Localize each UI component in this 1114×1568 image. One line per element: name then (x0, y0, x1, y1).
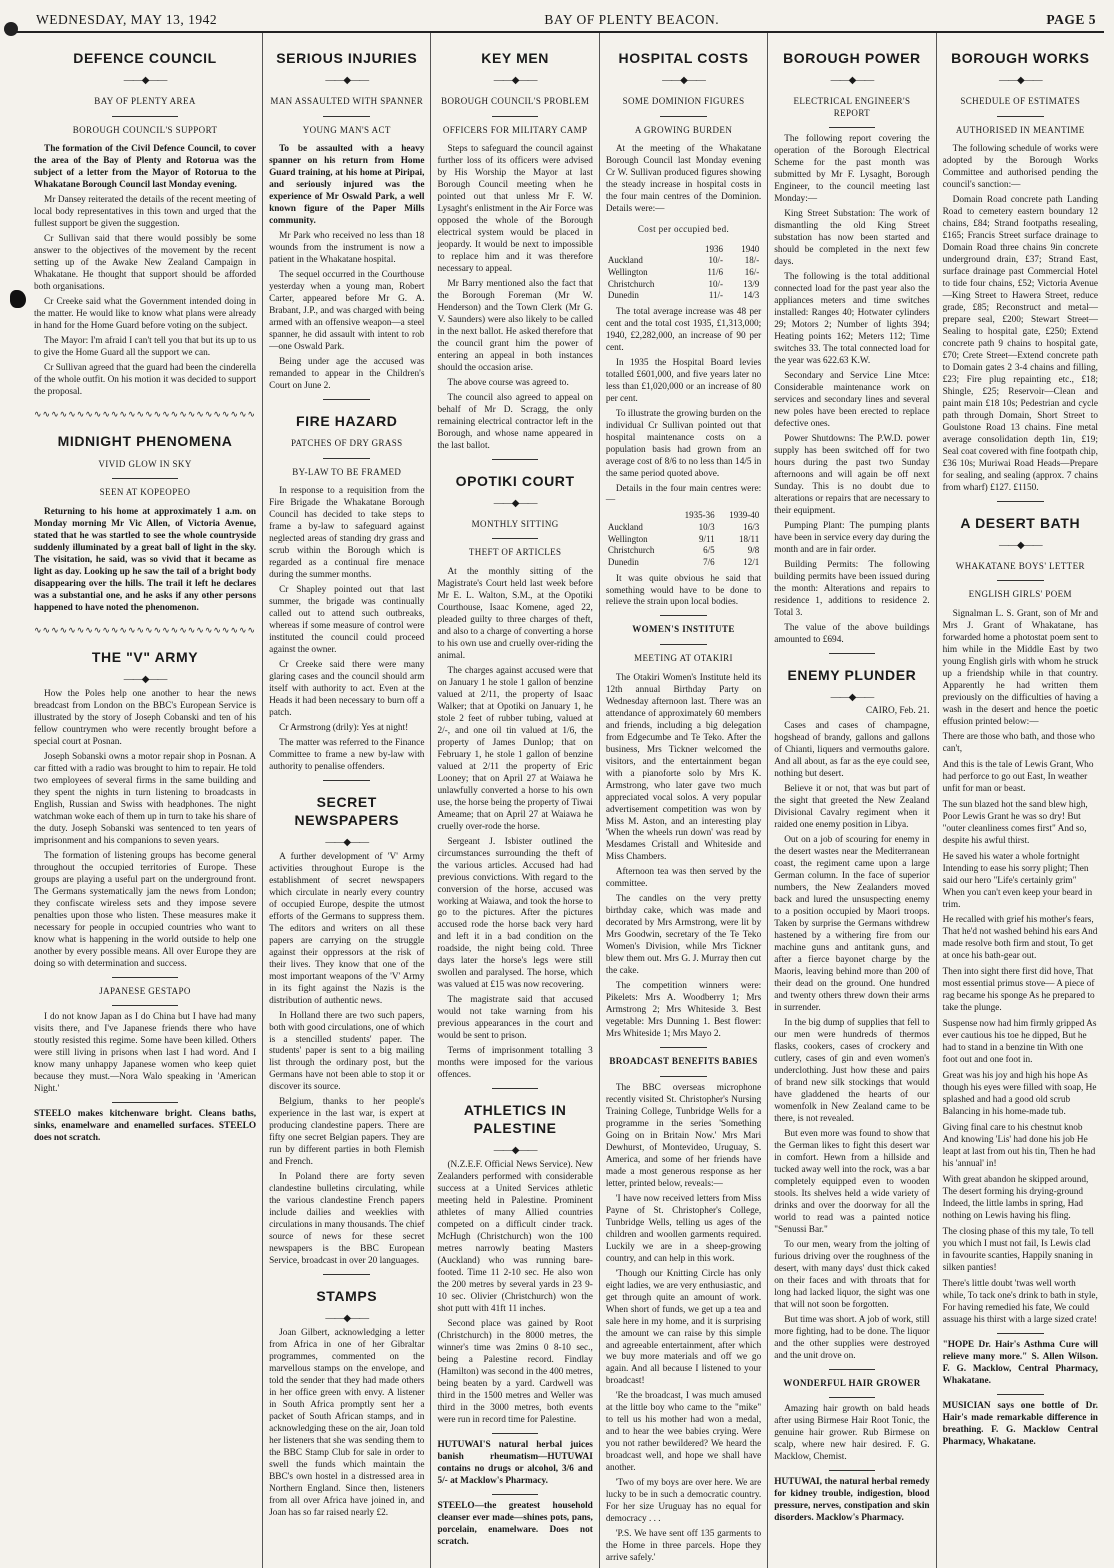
headline-wonderful-hair-grower: WONDERFUL HAIR GROWER (783, 1377, 921, 1388)
paragraph: The competition winners were: Pikelets: Mrs A. Woodberry 1; Mrs Armstrong 2; Mrs Whiteside 3. Best vegetable: Mrs Dunning 1. Best flower: Mrs Whiteside 1; Mrs Mayo 2. (605, 981, 762, 1040)
poem-stanza: And this is the tale of Lewis Grant, Who had perforce to go out East, In weather unfit for man or beast. (942, 759, 1094, 794)
headline-japanese-gestapo: JAPANESE GESTAPO (99, 985, 191, 996)
paragraph: The charges against accused were that on January 1 he stole 1 gallon of benzine valued at 2/11, the property of Isaac Walker; that at Opotiki on January 1, he stole 2 feet of rubber tubing, valued at 2/-, and one oil tin valued at 1/6, the property of James Dunlop; that on February 1, he stole 1 gallon of benzine valued at 2/11 the property of Eric Looney; that on April 27 at Waiawa he unlawfully converted a horse to his own use, the horse being the property of Tiwai Ameame; that on April 27 at Waiawa he cruelly over-rode the horse. (437, 665, 593, 832)
paragraph: I do not know Japan as I do China but I have had many visits there, and I've Japanese friends there who have stoutly resisted this regime. Some have been killed. Others were still living in prisons when last I had word. And I know many unhappy Japanese women who keep quiet because they must.—Nora Walo speaking in 'American Night.' (34, 1012, 257, 1095)
column-3 (430, 33, 598, 1568)
headline-womens-institute: WOMEN'S INSTITUTE (632, 624, 735, 635)
headline-broadcast-benefits-babies: BROADCAST BENEFITS BABIES (609, 1056, 758, 1067)
divider (492, 1088, 539, 1089)
divider (829, 127, 876, 128)
paragraph: The following is the total additional connected load for the past year also the appliances meters and time switches installed: Ranges 40; Hotwater cylinders 29; Motors 2; Number of lights 394; Heating points 162; Meters 112; Time switches 33. The total connected load for the year was 622.63 K.W. (774, 271, 930, 366)
paragraph: King Street Substation: The work of dismantling the old King Street substation has now been started and should be completed in the next few days. (774, 209, 930, 267)
paragraph: It was quite obvious he said that something would have to be done to relieve the strain upon local bodies. (605, 573, 762, 608)
divider (112, 1102, 179, 1103)
table-row: Christchurch 6/5 9/8 (607, 545, 760, 556)
paragraph: Cr Creeke said there were many glaring cases and the council should arm itself with authority to act. Even at the Heads it had been necessary to burn off a patch. (269, 659, 425, 718)
paragraph: 'Re the broadcast, I was much amused at the little boy who came to the "mike" to tell us his mother had won a medal, and to hear the wee babies crying. Were you not rather bewildered? We heard the broadcast well, and hope we shall have another. (605, 1391, 762, 1474)
paragraph: The following report covering the operation of the Borough Electrical Scheme for the past month was submitted by Mr F. Lysaght, Borough Engineer, to the council meeting last Monday:— (774, 134, 930, 205)
column-header: 1940 (741, 243, 760, 254)
paragraph: The following schedule of works were adopted by the Borough Works Committee and authorised pending the council's sanction:— (942, 144, 1098, 191)
paragraph: Details in the four main centres were:— (605, 483, 762, 506)
divider (323, 1274, 370, 1275)
lead-paragraph: Returning to his home at approximately 1 a.m. on Monday morning Mr Vic Allen, of Victoria Avenue, stated that he was startled to see the whole countryside suddenly illuminated by a great ball of light in the sky. The visitation, he said, was so vivid that it became as light as day. Looking up he saw the tail of a bright body disappearing over the hills. The trail it left he declares was a substantial one, and he asks if any other persons happened to have noted the phenomenon. (34, 506, 257, 613)
paragraph: 'Two of my boys are over here. We are lucky to be in such a democratic country. For her size Uruguay has no equal for democracy . . . (605, 1478, 762, 1525)
column-1 (28, 33, 262, 1568)
table-row: Dunedin 7/6 12/1 (607, 556, 760, 567)
divider (997, 1333, 1044, 1334)
subhead: ELECTRICAL ENGINEER'S REPORT (793, 95, 911, 118)
subhead: VIVID GLOW IN SKY (98, 458, 192, 469)
advert-steelo: STEELO—the greatest household cleanser ever made—shines pots, pans, porcelain, enamelware. Does not scratch. (437, 1500, 593, 1547)
advert-hutuwai: HUTUWAI, the natural herbal remedy for kidney trouble, indigestion, blood pressure, nerves, constipation and skin disorders. Macklow's Pharmacy. (774, 1477, 930, 1524)
divider (829, 653, 876, 654)
column-header: 1935-36 (684, 510, 715, 521)
paragraph: In response to a requisition from the Fire Brigade the Whakatane Borough Council has decided to take steps to frame a by-law to safeguard against neglected areas of standing dry grass and scrub within the Borough which is regarded as a continual fire menace during the summer months. (269, 486, 425, 580)
paragraph: Building Permits: The following building permits have been issued during the month: Alterations and repairs to residence 1, additions to residence 2. Total 3. (774, 559, 930, 618)
divider (492, 116, 539, 117)
rule-ornament: ——◆—— (325, 75, 369, 87)
headline-serious-injuries: SERIOUS INJURIES (276, 50, 418, 66)
paragraph: The magistrate said that accused would not take warning from his previous appearances in the court and would be sent to prison. (437, 995, 593, 1042)
paragraph: The total average increase was 48 per cent and the total cost 1935, £1,313,000; 1940, £2,282,000, an increase of 90 per cent. (605, 306, 762, 353)
section-divider: ∿∿∿∿∿∿∿∿∿∿∿∿∿∿∿∿∿∿∿∿∿∿∿∿∿∿ (34, 624, 257, 635)
paragraph: Steps to safeguard the council against further loss of its officers were advised by His Worship the Mayor at last Borough Council meeting when he pointed out that unless Mr F. W. Lysaght's enlistment in the Air Force was opposed the whole of the Borough electrical system would be placed in jeopardy. It would be next to impossible to replace him and it was therefore necessary to appeal. (437, 144, 593, 274)
divider (323, 458, 370, 459)
poem-stanza: Suspense now had him firmly gripped As ever cautious his toe he dipped, But he had to stand in a benzine tin With one foot out and one foot in. (942, 1019, 1097, 1066)
advert-asthma-cure: "HOPE Dr. Hair's Asthma Cure will relieve many more." S. Allen Wilson. F. G. Macklow, Central Pharmacy, Whakatane. (942, 1339, 1098, 1386)
headline-stamps: STAMPS (316, 1288, 378, 1305)
subhead: THEFT OF ARTICLES (468, 547, 562, 558)
subhead: PATCHES OF DRY GRASS (290, 437, 403, 448)
maintenance-cost-table (606, 510, 761, 568)
lead-paragraph: To be assaulted with a heavy spanner on his return from Home Guard training, at his home at Piripai, and seriously injured was the experience of Mr Oswald Park, a well known figure of the Paper Mills community. (269, 144, 425, 227)
paragraph: At the meeting of the Whakatane Borough Council last Monday evening Cr W. Sullivan produced figures showing the steady increase in hospital costs in the four main centres of the Dominion. Details were:— (605, 144, 762, 215)
paragraph: Belgium, thanks to her people's experience in the last war, is expert at producing clandestine papers. There are fifty one secret Belgian papers. They are run by different parties in both Flemish and French. (269, 1097, 425, 1168)
divider (660, 644, 707, 645)
paragraph: 'P.S. We have sent off 135 garments to the Home in three parcels. Hope they arrive safely.' (605, 1529, 762, 1564)
subhead: A GROWING BURDEN (634, 124, 733, 135)
divider (112, 977, 179, 978)
divider (997, 1394, 1044, 1395)
rule-ornament: ——◆—— (493, 75, 537, 87)
table-row: Auckland 10/- 18/- (607, 255, 760, 266)
headline-midnight-phenomena: MIDNIGHT PHENOMENA (57, 433, 233, 450)
paragraph: The above course was agreed to. (447, 377, 569, 388)
advert-steelo: STEELO makes kitchenware bright. Cleans baths, sinks, enamelware and enamelled surfaces. STEELO does not scratch. (34, 1109, 257, 1144)
divider (323, 399, 370, 400)
subhead: BOROUGH COUNCIL'S PROBLEM (441, 95, 590, 106)
poem-stanza: He saved his water a whole fortnight Intending to ease his sorry plight; Then said our hero "Life's certainly grim" When you can't even keep your beard in trim. (942, 851, 1093, 910)
divider (112, 116, 179, 117)
poem-stanza: He recalled with grief his mother's fears, That he'd not washed behind his ears And made resolve both firm and stout, To get at once his bath-gear out. (942, 915, 1098, 962)
column-5 (767, 33, 935, 1568)
subhead: SEEN AT KOPEOPEO (99, 487, 191, 498)
subhead: MEETING AT OTAKIRI (634, 653, 733, 664)
poem-stanza: There are those who bath, and those who can't, (942, 731, 1095, 754)
paragraph: The council also agreed to appeal on behalf of Mr D. Scragg, the only remaining electrical contractor left in the Borough, and whose name appeared in the last ballot. (437, 392, 593, 451)
column-grid (28, 33, 1104, 1564)
divider (112, 1005, 179, 1006)
table-row: Christchurch 10/- 13/9 (607, 278, 760, 289)
subhead: SOME DOMINION FIGURES (622, 95, 745, 106)
divider (323, 116, 370, 117)
headline-opotiki-court: OPOTIKI COURT (455, 472, 575, 489)
paragraph: Afternoon tea was then served by the committee. (605, 867, 762, 890)
paragraph: Mr Barry mentioned also the fact that the Borough Foreman (Mr W. Henderson) and the Town Clerk (Mr G. V. Saunders) were also likely to be called in the next ballot. He asked therefore that the council grant him the power of entering an appeal in both instances should the occasion arise. (437, 278, 593, 373)
paragraph: Terms of imprisonment totalling 3 months were imposed for the various offences. (437, 1046, 593, 1081)
rule-ornament: ——◆—— (998, 539, 1042, 551)
rule-ornament: ——◆—— (493, 1145, 537, 1157)
section-divider: ∿∿∿∿∿∿∿∿∿∿∿∿∿∿∿∿∿∿∿∿∿∿∿∿∿∿ (34, 408, 257, 419)
paragraph: The value of the above buildings amounted to £694. (774, 622, 930, 645)
poem-stanza: With great abandon he skipped around, The desert forming his drying-ground Indeed, the little lambs in spring, Had nothing on Lewis having his fling. (942, 1175, 1089, 1222)
paragraph: Mr Park who received no less than 18 wounds from the instrument is now a patient in the Whakatane hospital. (269, 231, 425, 266)
divider (112, 478, 179, 479)
page-number: PAGE 5 (1046, 12, 1096, 27)
divider (492, 538, 539, 539)
subhead: YOUNG MAN'S ACT (302, 124, 391, 135)
advert-musician: MUSICIAN says one bottle of Dr. Hair's made remarkable difference in breathing. F. G. Macklow Central Pharmacy, Whakatane. (942, 1400, 1098, 1447)
paragraph: A further development of 'V' Army activities throughout Europe is the establishment of secret newspapers which circulate in nearly every country of occupied Europe, despite the utmost efforts of the Germans to suppress them. The editors and writers on all these papers are carrying on the struggle against their oppressors at the risk of their lives. They know that one of the most important weapons of the 'V' Army in its fight against the Nazis is the distribution of authentic news. (269, 851, 425, 1006)
headline-borough-power: BOROUGH POWER (783, 50, 921, 66)
divider (492, 459, 539, 460)
subhead: WHAKATANE BOYS' LETTER (955, 560, 1085, 571)
paragraph: (N.Z.E.F. Official News Service). New Zealanders performed with considerable success at a United Services athletic meeting held in Palestine. Prominent athletes of many Allied countries competed on a difficult cinder track. McHugh (Christchurch) won the 100 metres narrowly beating Masters (Auckland) who was running bare-footed. Time 11 2-10 sec. He also won the 200 metres by several yards in 23 9-10 sec. Olivier (Christchurch) won the shot putt with 41ft 11 inches. (437, 1160, 593, 1315)
column-2 (262, 33, 430, 1568)
rule-ornament: ——◆—— (830, 691, 874, 703)
divider (492, 1433, 539, 1434)
table-row: Dunedin 11/- 14/3 (607, 290, 760, 301)
subhead: MONTHLY SITTING (471, 518, 559, 529)
paragraph: How the Poles help one another to hear the news breadcast from London on the BBC's European Service is illustrated by the story of Joseph Cobanski and ten of his fellow countrymen who were recently brought before a special court at Posnan. (34, 689, 257, 748)
headline-v-army: THE "V" ARMY (91, 649, 199, 666)
table-caption: Cost per occupied bed. (637, 224, 730, 235)
paragraph: Cr Creeke said what the Government intended doing in the matter. He would like to know what plans were already in hand for the Home Guard before voting on the subject. (34, 296, 257, 331)
paragraph: To illustrate the growing burden on the individual Cr Sullivan pointed out that hospital maintenance costs on a population basis had grown from an average cost of 8/6 to no less than 14/5 in the same period quoted above. (605, 408, 762, 479)
subhead: MAN ASSAULTED WITH SPANNER (270, 95, 424, 106)
poem-stanza: Great was his joy and high his hope As though his eyes were filled with soap, He splashed and had a good old scrub Balancing in his home-made tub. (942, 1071, 1097, 1118)
paragraph: Believe it or not, that was but part of the sight that greeted the New Zealand Divisional Cavalry regiment when it raided one enemy position in Libya. (774, 784, 930, 831)
ink-blot (4, 22, 18, 36)
paragraph: Mr Dansey reiterated the details of the recent meeting of local body representatives in this town and urged that the fullest support be given the suggestion. (34, 195, 257, 230)
divider (492, 1494, 539, 1495)
cost-per-bed-table (606, 244, 761, 302)
headline-secret-newspapers: SECRET NEWSPAPERS (294, 793, 400, 828)
issue-date: WEDNESDAY, MAY 13, 1942 (36, 12, 218, 27)
poem-stanza: The closing phase of this my tale, To tell you which I must not fail, Is Lewis clad in favourite scanties, Happily snaning in silken panties! (942, 1227, 1094, 1274)
rule-ornament: ——◆—— (325, 1313, 369, 1325)
divider (660, 116, 707, 117)
paragraph: Cr Sullivan agreed that the guard had been the cinderella of the whole outfit. On his motion it was decided to support the proposal. (34, 362, 257, 397)
dateline: CAIRO, Feb. 21. (865, 706, 930, 717)
paragraph: Sergeant J. Isbister outlined the circumstances surrounding the theft of the various articles. Accused had had previous convictions. With regard to the conversion of the horse, accused was working at Waiawa, and took the horse to go to the pictures. After the pictures accused rode the horse back very hard and left it in a bad condition on the roadside, the night being cold. Three days later the horse's legs were still swollen and paralysed. The horse, which was valued at £15 was now recovering. (437, 836, 593, 991)
paragraph: In Holland there are two such papers, both with good circulations, one of which is a stencilled students' paper. The students' paper is sent to a big mailing list through the ordinary post, but the Germans have not been able to stop it or discover its source. (269, 1010, 425, 1093)
divider (997, 501, 1044, 502)
rule-ornament: ——◆—— (998, 75, 1042, 87)
table-row: Wellington 11/6 16/- (607, 266, 760, 277)
headline-borough-works: BOROUGH WORKS (951, 50, 1090, 66)
subhead: BY-LAW TO BE FRAMED (292, 466, 402, 477)
divider (829, 1369, 876, 1370)
rule-ornament: ——◆—— (493, 497, 537, 509)
paper-title: BAY OF PLENTY BEACON. (544, 12, 720, 27)
headline-a-desert-bath: A DESERT BATH (960, 514, 1081, 531)
paragraph: In 1935 the Hospital Board levies totalled £601,000, and five years later no less than £1,020,000 or an increase of 80 per cent. (605, 357, 762, 404)
column-header: 1936 (705, 243, 724, 254)
rule-ornament: ——◆—— (123, 674, 167, 686)
subhead: BOROUGH COUNCIL'S SUPPORT (72, 124, 218, 135)
paragraph: But even more was found to show that the German likes to fight this desert war in comfort. Hewn from a hillside and tucked away well into the rock, was a bar completely equipped even to wooden stools. Its shelves held a wide variety of drinks and over the doorway for all the world to read was a painted notice "Senussi Bar." (774, 1128, 930, 1235)
masthead (12, 10, 1104, 33)
paragraph: Cr Armstrong (drily): Yes at night! (279, 722, 409, 733)
paragraph: In the big dump of supplies that fell to our men were hundreds of thermos flasks, cookers, cases of crockery and cutlery, cases of gin and even women's underclothing. Just how these and pairs of brand new silk stockings that would have gladdened the hearts of our womenfolk in New Zealand came to be there, is not revealed. (774, 1018, 930, 1124)
paragraph: Amazing hair growth on bald heads after using Birmese Hair Root Tonic, the genuine hair grower. Rub Birmese on scalp, where new hair desired. F. G. Macklow, Chemist. (774, 1404, 930, 1463)
paragraph: Secondary and Service Line Mtce: Considerable maintenance work on services and secondary lines and several new poles have been erected to replace defective ones. (774, 370, 930, 429)
headline-fire-hazard: FIRE HAZARD (296, 412, 398, 429)
paragraph: In Poland there are forty seven clandestine bulletins circulating, while the various clandestine French papers include dailies and weeklies with circulations in many thousands. The chief source of news for these secret newspapers is the BBC European Service, broadcast in over 20 languages. (269, 1172, 425, 1267)
paragraph: 'I have now received letters from Miss Payne of St. Christopher's College, Tunbridge Wells, telling us ages of the children and woollen garments required. Luckily we are in a sheep-growing country, and can help in this work. (605, 1193, 762, 1264)
paragraph: Pumping Plant: The pumping plants have been in service every day during the month and are in fair order. (774, 520, 930, 555)
paragraph: The sequel occurred in the Courthouse yesterday when a young man, Robert Carter, appeared before Mr G. A. Brabant, J.P., and was charged with being armed with an offensive weapon—a steel spanner, he did assault with intent to rob—one Oswald Park. (269, 270, 425, 352)
paragraph: Joan Gilbert, acknowledging a letter from Africa in one of her Gibraltar programmes, commented on the marvellous stamps on the envelope, and told the sender that they had made others in her office green with envy. A listener in South Africa promptly sent her a packet of South African stamps, and in acknowledging these on the air, Joan told her listeners that she was sending them to the BBC Stamp Club for sale in order to swell the funds which maintain the BBC's own hostel in a distressed area in Northern England. Since then, listeners from all over Africa have joined in, and Joan has so far raised nearly £2. (269, 1328, 425, 1518)
rule-ornament: ——◆—— (123, 75, 167, 87)
column-4 (599, 33, 767, 1568)
ink-blot (10, 290, 26, 308)
poem-stanza: Giving final care to his chestnut knob And knowing 'Lis' had done his job He leapt at last from out his tin, Then he had his 'annual' in! (942, 1123, 1096, 1170)
paragraph: Being under age the accused was remanded to appear in the Children's Court on June 2. (269, 356, 425, 391)
advert-hutuwai: HUTUWAI'S natural herbal juices banish rheumatism—HUTUWAI contains no drugs or alcohol, 3/6 and 5/- at Macklow's Pharmacy. (437, 1439, 593, 1486)
divider (829, 1397, 876, 1398)
paragraph: At the monthly sitting of the Magistrate's Court held last week before Mr E. L. Walton, S.M., at the Opotiki Courthouse, Isaac Komene, aged 22, pleaded guilty to three charges of theft, and also to a charge of converting a horse to his own use and cruelly over-riding the animal. (437, 566, 593, 661)
lead-paragraph: The formation of the Civil Defence Council, to cover the area of the Bay of Plenty and Rotorua was the subject of a letter from the Mayor of Rotorua to the Whakatane Borough Council last Monday evening. (34, 144, 257, 191)
divider (829, 1470, 876, 1471)
paragraph: Cr Sullivan said that there would possibly be some answer to the objectives of the movement by the recent setting up of the Awake New Zealand Campaign in Whakatane. He thought that support should be afforded both organisations. (34, 234, 257, 292)
paragraph: Power Shutdowns: The P.W.D. power supply has been switched off for two hours during the past two Sunday afternoons and will again be off next Sunday. This is no doubt due to alterations or repairs that are necessary to their equipment. (774, 433, 930, 516)
headline-enemy-plunder: ENEMY PLUNDER (787, 666, 917, 683)
subhead: BAY OF PLENTY AREA (94, 95, 196, 106)
paragraph: The candles on the very pretty birthday cake, which was made and decorated by Mrs Armstrong, were lit by Mrs Goodwin, secretary of the Te Teko Women's Division, while Mrs Tickner blew them out. Mrs G. J. Murray then cut the cake. (605, 894, 762, 977)
paragraph: The matter was referred to the Finance Committee to frame a new by-law with authority to penalise offenders. (269, 737, 425, 772)
rule-ornament: ——◆—— (662, 75, 705, 87)
table-row: Auckland 10/3 16/3 (607, 522, 760, 533)
rule-ornament: ——◆—— (325, 836, 369, 848)
headline-defence-council: DEFENCE COUNCIL (73, 50, 217, 66)
divider (660, 1047, 707, 1048)
poem-stanza: The sun blazed hot the sand blew high, Poor Lewis Grant he was so dry! But "outer cleanliness comes first" And so, despite his awful thirst. (942, 799, 1088, 846)
paragraph: Domain Road concrete path Landing Road to cemetery eastern boundary 12 chains, £84; Strand footpaths resealing, £165; Francis Street surface drainage to Domain Road three chains 9in concrete underground drain, £37; Strand East, surface drainage past Commercial Hotel to tide four chains, £52; Victoria Avenue—King Street to Hawera Street, reduce grade, £85; Reconstruct and metal—prepare seal, £200; Stewart Street—Sealing to hospital gate, £250; Extend concrete path 9 chains to hospital gate, £70; Crete Street—Extend concrete path to Domain gates 2 3-4 chains and filling, £23; Fire plug repainting etc., £18; Shingle, £25; Reservoir—Clean and paint main £18 10s; Pedestrian and cycle path through Domain, Short Street to Goulstone Road 13 chains. Fine metal average consolidation depth 1in, £19; Seal coat covered with fine footpath chip, £36 10s; Muriwai Road Heads—Prepare for sealing, and sealing (approx. 7 chains from wharf) £127. £1150. (942, 195, 1098, 493)
subhead: AUTHORISED IN MEANTIME (955, 124, 1085, 135)
column-header: 1939-40 (729, 510, 760, 521)
paragraph: The Otakiri Women's Institute held its 12th annual Birthday Party on Wednesday afternoon last. There was an attendance of approximately 60 members and friends, including a big delegation from Edgecumbe and Te Teko. After the business, Mrs Tickner welcomed the visitors, and the entertainment began with a pianoforte solo by Mrs K. Armstrong, who later gave two much appreciated vocal solos. A very popular advertisement competition was won by Miss M. Aston, and an interesting play 'When the wheels run down' was read by Mesdames Cristall and Whiteside and Miss Chambers. (605, 672, 762, 863)
paragraph: But time was short. A job of work, still more fighting, had to be done. The liquor and the other supplies were destroyed and the unit drove on. (774, 1314, 930, 1361)
paragraph: The Mayor: I'm afraid I can't tell you that but its up to us to give the Home Guard all the support we can. (34, 335, 257, 358)
paragraph: Out on a job of scouring for enemy in the desert wastes near the Mediterranean coast, the regiment came upon a large German column. In the face of superior numbers, the New Zealanders moved back and lured the unsuspecting enemy to a position occupied by Maori troops. Taken by surprise the Germans withdrew hastened by a withering fire from our machine guns and antitank guns, and after a fierce bayonet charge by the Maoris, leaving behind more than 200 of their dead on the ground. One hundred and twenty others threw down their arms in surrender. (774, 835, 930, 1014)
headline-athletics-in-palestine: ATHLETICS IN PALESTINE (463, 1102, 567, 1137)
paragraph: Signalman L. S. Grant, son of Mr and Mrs J. Grant of Whakatane, has forwarded home a photostat poem sent to him while in the Middle East by two young English girls with whom he struck up a friendship while in that country. Apparently he had written them previously on the difficulties of having a wash in the desert and hence the poetic effusion printed below:— (942, 608, 1098, 727)
poem-stanza: There's little doubt 'twas well worth while, To tack one's drink to bath in style, For having remedied his fate, We could assuage his thirst with a large sized crate! (942, 1279, 1098, 1325)
headline-key-men: KEY MEN (481, 50, 550, 66)
column-6 (936, 33, 1104, 1568)
divider (660, 615, 707, 616)
paragraph: Joseph Sobanski owns a motor repair shop in Posnan. A car fitted with a radio was brought to him to repair. He told two employees of several firms in the same building and they spent the nights in turn listening to broadcasts in English, Russian and Swiss with headphones. The night watchman woke each of them up in turn to take his share of the duty. Joseph Sobanski was sentenced to ten years of imprisonment and his companions to seven years. (34, 752, 257, 846)
subhead: ENGLISH GIRLS' POEM (968, 589, 1072, 600)
subhead: SCHEDULE OF ESTIMATES (960, 95, 1081, 106)
subhead: OFFICERS FOR MILITARY CAMP (442, 124, 588, 135)
divider (323, 780, 370, 781)
paragraph: Cr Shapley pointed out that last summer, the brigade was continually called out to attend such outbreaks, whereas if some measure of control were instituted the council could proceed against the owner. (269, 584, 425, 655)
rule-ornament: ——◆—— (830, 75, 874, 87)
paragraph: To our men, weary from the jolting of furious driving over the roughness of the desert, with many days' dust thick caked on their faces and with throats that for long had lacked liquor, the sight was one that will not soon be forgotten. (774, 1239, 930, 1310)
paragraph: Second place was gained by Root (Christchurch) in the 8000 metres, the winner's time was 2mins 0 8-10 sec., being a Palestine record. Findlay (Hamilton) was second in the 400 metres, being beaten by a yard. Cardwell was third in the 1500 metres and Weller was third in the 3000 metres, both events were run in record time for Palestine. (437, 1319, 593, 1425)
table-row: Wellington 9/11 18/11 (607, 533, 760, 544)
paragraph: 'Though our Knitting Circle has only eight ladies, we are very enthusiastic, and get through quite an amount of work. When short of funds, we get up a tea and sale here in my home, and it is surprising the amount we can raise by this simple and agreeable entertainment, after which we buy more materials and off we go again. And all because I listened to your broadcast! (605, 1268, 762, 1387)
paragraph: The BBC overseas microphone recently visited St. Christopher's Nursing Training College, Tunbridge Wells for a programme in the series 'Something Going on in Britain Now.' Mrs Mari Dewhurst, of Montevideo, Uruguay, S. America, and some of her friends have made a most generous response as her letter, printed below, reveals:— (605, 1082, 762, 1189)
paragraph: The formation of listening groups has become general throughout the occupied territories of Europe. These groups are playing a useful part on the underground front. The Germans systematically jam the news from London; they confiscate wireless sets and they impose severe penalties upon those who listen. These measures make it necessary for people in occupied countries who want to know what is happening in the world outside to help one another by every possible means. All over Europe they are doing so with determination and success. (34, 850, 257, 969)
divider (660, 1076, 707, 1077)
divider (997, 116, 1044, 117)
poem-stanza: Then into sight there first did hove, That most essential primus stove— A piece of rag became his sponge As he prepared to take the plunge. (942, 967, 1095, 1014)
headline-hospital-costs: HOSPITAL COSTS (618, 50, 749, 66)
divider (997, 580, 1044, 581)
paragraph: Cases and cases of champagne, hogshead of brandy, gallons and gallons of Chianti, liquers and vermouths galore. And all about, as far as the eye could see, nothing but desert. (774, 721, 930, 780)
